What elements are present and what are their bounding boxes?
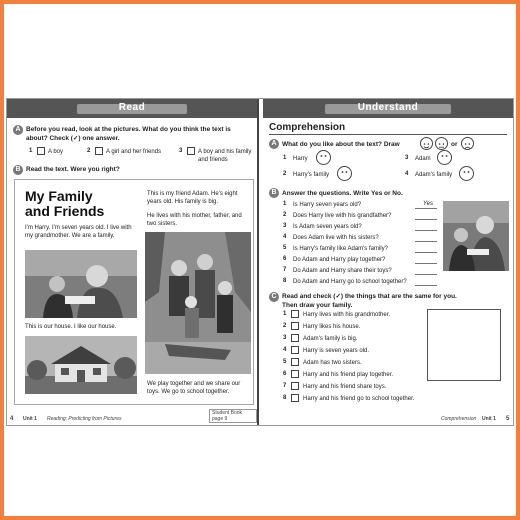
neutral-face-icon bbox=[435, 137, 448, 150]
check-text: Harry and his friend go to school together. bbox=[303, 396, 415, 402]
sad-face-icon bbox=[461, 137, 474, 150]
step-a-question: What do you like about the text? Draw bbox=[282, 141, 400, 148]
question-number: 4 bbox=[283, 234, 287, 240]
question-text: Is Harry seven years old? bbox=[293, 202, 362, 208]
story-panel bbox=[14, 179, 254, 405]
item-label: Adam's family bbox=[415, 172, 453, 178]
story-paragraph: He lives with his mother, father, and two sisters. bbox=[147, 213, 242, 227]
option-label: A girl and her friends bbox=[106, 149, 162, 155]
example-answer: Yes bbox=[423, 201, 434, 207]
section-title: Comprehension bbox=[269, 122, 346, 133]
drawing-box[interactable] bbox=[427, 309, 501, 381]
check-number: 8 bbox=[283, 395, 287, 401]
answer-blank[interactable] bbox=[415, 274, 437, 275]
item-number: 2 bbox=[283, 171, 287, 177]
left-page bbox=[7, 99, 259, 425]
check-text: Harry lives with his grandmother. bbox=[303, 312, 391, 318]
question-text: Is Harry's family like Adam's family? bbox=[293, 246, 388, 252]
option-checkbox[interactable] bbox=[37, 147, 45, 155]
or-word: or bbox=[451, 141, 458, 148]
check-box[interactable] bbox=[291, 322, 299, 330]
happy-face-icon bbox=[420, 137, 433, 150]
understand-banner bbox=[263, 99, 513, 118]
question-number: 6 bbox=[283, 256, 287, 262]
check-box[interactable] bbox=[291, 370, 299, 378]
question-number: 2 bbox=[283, 212, 287, 218]
answer-blank[interactable] bbox=[415, 219, 437, 220]
check-number: 5 bbox=[283, 359, 287, 365]
option-checkbox[interactable] bbox=[95, 147, 103, 155]
face-drawing-circle[interactable] bbox=[459, 166, 474, 181]
answer-blank[interactable] bbox=[415, 252, 437, 253]
check-text: Harry is seven years old. bbox=[303, 348, 370, 354]
story-title-line1: My Family bbox=[25, 188, 93, 204]
option-number: 3 bbox=[179, 148, 183, 154]
item-label: Adam bbox=[415, 156, 431, 162]
section-footer: Comprehension bbox=[441, 416, 477, 422]
photo-house bbox=[25, 336, 137, 394]
section-divider bbox=[269, 134, 507, 135]
story-paragraph: I'm Harry. I'm seven years old. I live with my grandmother. We are a family. bbox=[25, 225, 132, 239]
question-number: 1 bbox=[283, 201, 287, 207]
question-text: Do Adam and Harry go to school together? bbox=[293, 279, 407, 285]
check-text: Adam has two sisters. bbox=[303, 360, 362, 366]
item-number: 1 bbox=[283, 155, 287, 161]
option-label: A boy and his family and friends bbox=[198, 149, 252, 163]
question-text: Is Adam seven years old? bbox=[293, 224, 362, 230]
workbook-spread bbox=[6, 98, 514, 426]
story-paragraph: This is our house. I like our house. bbox=[25, 324, 117, 330]
banner-title: Read bbox=[118, 102, 146, 113]
check-number: 4 bbox=[283, 347, 287, 353]
step-a-question: Before you read, look at the pictures. What do you think the text is about? Check (✓) one answer. bbox=[26, 126, 231, 142]
answer-blank[interactable] bbox=[415, 230, 437, 231]
face-drawing-circle[interactable] bbox=[437, 150, 452, 165]
item-number: 3 bbox=[405, 155, 409, 161]
check-box[interactable] bbox=[291, 358, 299, 366]
answer-blank[interactable] bbox=[415, 241, 437, 242]
check-box[interactable] bbox=[291, 310, 299, 318]
step-a-marker: A bbox=[13, 125, 23, 135]
story-paragraph: This is my friend Adam. He's eight years old. His family is big. bbox=[147, 191, 238, 205]
answer-blank[interactable] bbox=[415, 285, 437, 286]
step-a-marker: A bbox=[269, 139, 279, 149]
check-number: 1 bbox=[283, 311, 287, 317]
option-number: 1 bbox=[29, 148, 33, 154]
option-label: A boy bbox=[48, 149, 64, 155]
step-b-question: Read the text. Were you right? bbox=[26, 166, 120, 173]
question-number: 3 bbox=[283, 223, 287, 229]
question-text: Does Harry live with his grandfather? bbox=[293, 213, 392, 219]
check-box[interactable] bbox=[291, 382, 299, 390]
page-number: 5 bbox=[506, 416, 510, 422]
unit-label: Unit 1 bbox=[23, 416, 37, 422]
read-banner bbox=[7, 99, 257, 118]
photo-adam-family bbox=[145, 232, 251, 374]
check-number: 3 bbox=[283, 335, 287, 341]
question-number: 8 bbox=[283, 278, 287, 284]
answer-blank[interactable] bbox=[415, 263, 437, 264]
student-book-ref: Student Book page 9 bbox=[209, 409, 257, 423]
step-c-marker: C bbox=[269, 292, 279, 302]
question-text: Does Adam live with his sisters? bbox=[293, 235, 379, 241]
right-page bbox=[263, 99, 513, 425]
page-number: 4 bbox=[10, 416, 14, 422]
step-b-marker: B bbox=[13, 165, 23, 175]
step-c-question: Read and check (✓) the things that are the same for you. Then draw your family. bbox=[282, 293, 457, 309]
photo-harry-grandmother bbox=[25, 250, 137, 318]
item-label: Harry's family bbox=[293, 172, 330, 178]
step-b-question: Answer the questions. Write Yes or No. bbox=[282, 190, 403, 197]
photo-harry-grandmother-small bbox=[443, 201, 509, 271]
banner-title: Understand bbox=[357, 102, 419, 113]
face-drawing-circle[interactable] bbox=[337, 166, 352, 181]
story-title-line2: and Friends bbox=[25, 203, 105, 219]
check-text: Harry likes his house. bbox=[303, 324, 361, 330]
check-box[interactable] bbox=[291, 346, 299, 354]
step-b-marker: B bbox=[269, 188, 279, 198]
check-text: Harry and his friend play together. bbox=[303, 372, 394, 378]
check-number: 7 bbox=[283, 383, 287, 389]
skill-label: Reading: Predicting from Pictures bbox=[47, 416, 122, 422]
option-number: 2 bbox=[87, 148, 91, 154]
item-number: 4 bbox=[405, 171, 409, 177]
question-text: Do Adam and Harry share their toys? bbox=[293, 268, 392, 274]
check-box[interactable] bbox=[291, 334, 299, 342]
question-number: 7 bbox=[283, 267, 287, 273]
answer-blank[interactable] bbox=[415, 208, 437, 209]
check-text: Adam's family is big. bbox=[303, 336, 358, 342]
check-number: 2 bbox=[283, 323, 287, 329]
check-text: Harry and his friend share toys. bbox=[303, 384, 387, 390]
check-box[interactable] bbox=[291, 394, 299, 402]
item-label: Harry bbox=[293, 156, 308, 162]
question-number: 5 bbox=[283, 245, 287, 251]
question-text: Do Adam and Harry play together? bbox=[293, 257, 386, 263]
story-title bbox=[25, 189, 104, 219]
story-paragraph: We play together and we share our toys. We go to school together. bbox=[147, 381, 241, 395]
unit-label: Unit 1 bbox=[482, 416, 496, 422]
face-drawing-circle[interactable] bbox=[316, 150, 331, 165]
option-checkbox[interactable] bbox=[187, 147, 195, 155]
check-number: 6 bbox=[283, 371, 287, 377]
